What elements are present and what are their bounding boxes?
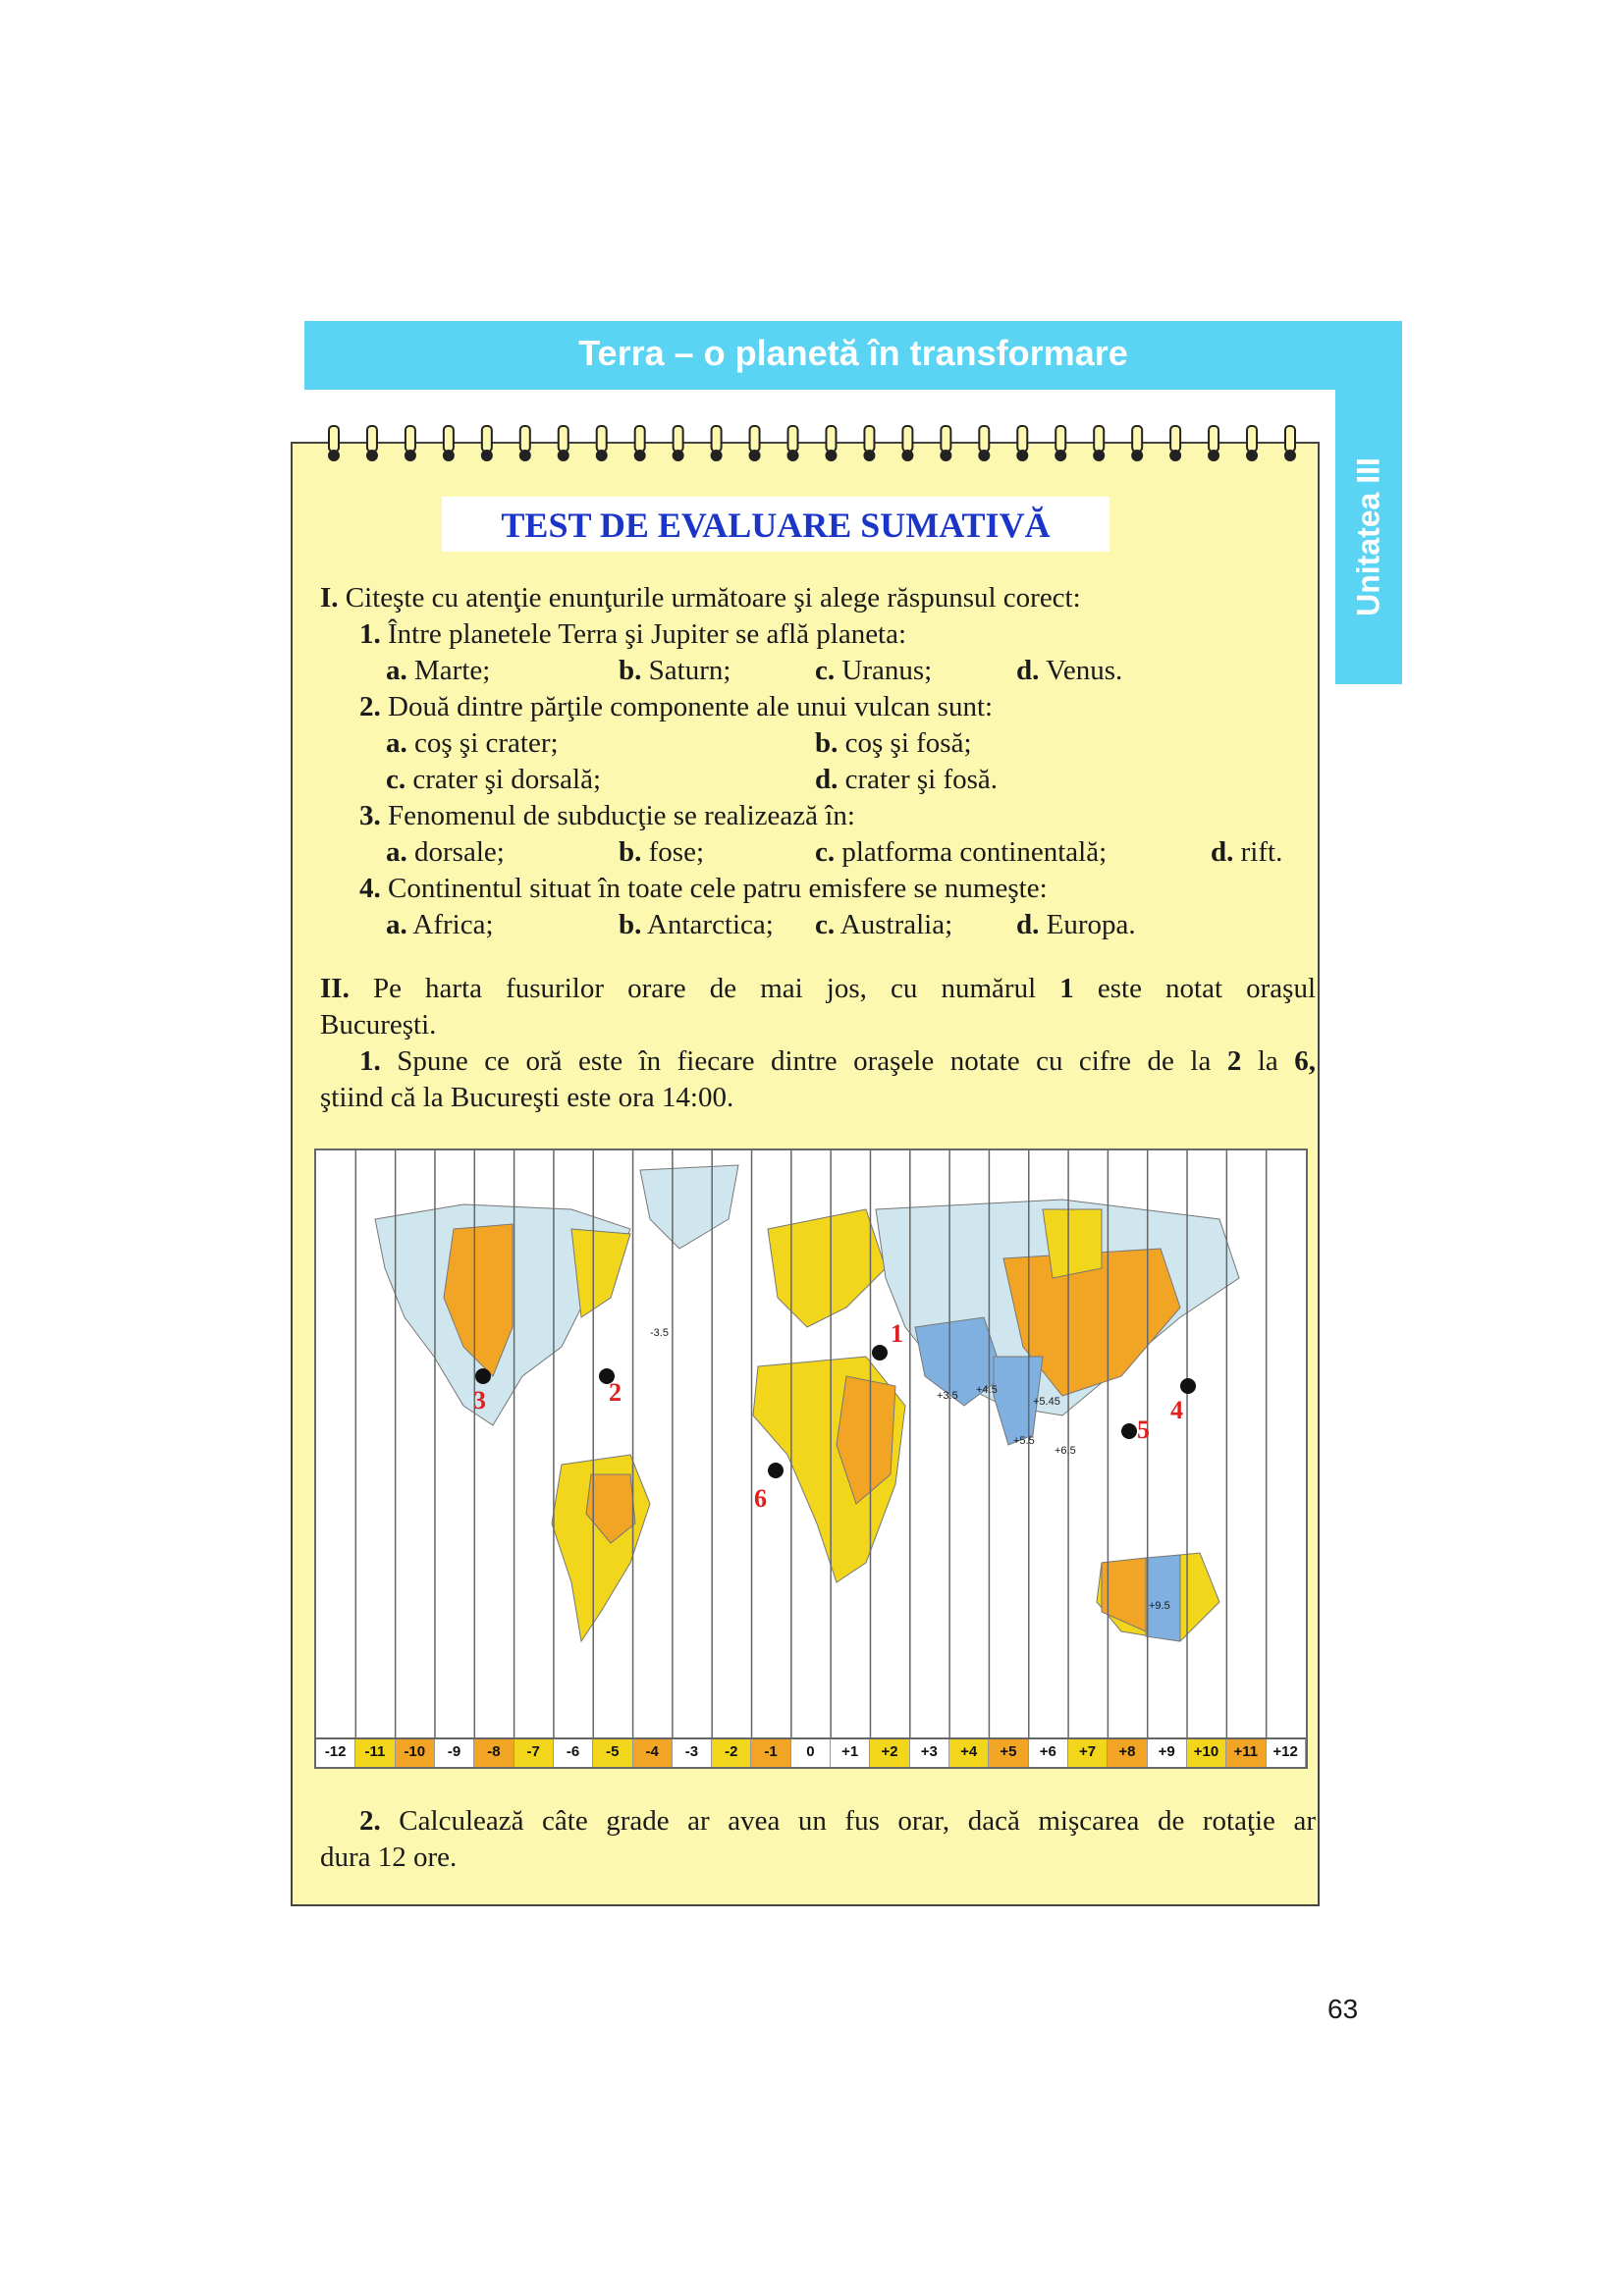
option-letter: b. bbox=[815, 727, 839, 759]
spiral-hole bbox=[674, 451, 683, 460]
question-text: ştiind că la Bucureşti este ora 14:00. bbox=[320, 1082, 734, 1113]
offset-label: +6.5 bbox=[1055, 1445, 1076, 1457]
spiral-hole bbox=[979, 451, 989, 460]
timezone-label: +4 bbox=[949, 1739, 989, 1767]
timezone-label: +10 bbox=[1187, 1739, 1226, 1767]
question-text: Între planetele Terra şi Jupiter se află planeta: bbox=[388, 618, 907, 650]
question-text: Fenomenul de subducţie se realizează în: bbox=[388, 800, 855, 831]
section1-intro-line bbox=[320, 581, 1081, 614]
city-marker-5 bbox=[1121, 1423, 1137, 1439]
option-letter: a. bbox=[386, 655, 407, 686]
spiral-ring bbox=[864, 426, 874, 452]
spiral-binding-icon bbox=[324, 424, 1300, 463]
spiral-ring bbox=[406, 426, 415, 452]
question-text: Continentul situat în toate cele patru emisfere se numeşte: bbox=[388, 873, 1048, 904]
question-text: la bbox=[1257, 1045, 1278, 1077]
question-text: Calculează câte grade ar avea un fus orar, dacă mişcarea de rotaţie ar bbox=[399, 1805, 1316, 1837]
option-row bbox=[815, 763, 998, 796]
question-number: 4. bbox=[359, 873, 381, 904]
section2-q2-line2 bbox=[320, 1841, 457, 1874]
spiral-ring bbox=[367, 426, 377, 452]
page-number: 63 bbox=[1327, 1994, 1359, 2024]
offset-label: +5.5 bbox=[1013, 1435, 1035, 1447]
option-text: Saturn; bbox=[648, 655, 731, 686]
spiral-hole bbox=[941, 451, 950, 460]
option-letter: c. bbox=[815, 836, 836, 868]
option-row bbox=[386, 908, 494, 941]
spiral-hole bbox=[1285, 451, 1295, 460]
spiral-hole bbox=[750, 451, 760, 460]
spiral-hole bbox=[329, 451, 339, 460]
option-letter: c. bbox=[386, 764, 406, 795]
spiral-hole bbox=[367, 451, 377, 460]
city-marker-bucuresti bbox=[872, 1345, 888, 1361]
timezone-label: -12 bbox=[316, 1739, 355, 1767]
asia-north-yellow bbox=[1043, 1209, 1102, 1278]
spiral-hole bbox=[712, 451, 722, 460]
spiral-ring bbox=[750, 426, 760, 452]
option-letter: a. bbox=[386, 836, 407, 868]
spiral-ring bbox=[902, 426, 912, 452]
test-title-box bbox=[442, 497, 1109, 552]
spiral-hole bbox=[1094, 451, 1104, 460]
offset-label: +5.45 bbox=[1033, 1396, 1060, 1408]
spiral-hole bbox=[559, 451, 568, 460]
question-line bbox=[359, 617, 906, 651]
option-text: rift. bbox=[1240, 836, 1283, 868]
timezone-label: +2 bbox=[870, 1739, 909, 1767]
option-letter: b. bbox=[619, 836, 642, 868]
section1-intro: Citeşte cu atenţie enunţurile următoare şi alege răspunsul corect: bbox=[345, 582, 1081, 614]
spiral-ring bbox=[941, 426, 950, 452]
section2-intro-part: este notat oraşul bbox=[1097, 973, 1317, 1004]
option-text: crater şi fosă. bbox=[844, 764, 999, 795]
timezone-scale bbox=[316, 1737, 1306, 1767]
spiral-ring bbox=[329, 426, 339, 452]
section2-q2-line bbox=[359, 1804, 1316, 1838]
spiral-ring bbox=[674, 426, 683, 452]
spiral-hole bbox=[635, 451, 645, 460]
section2-intro-line bbox=[320, 972, 1316, 1005]
timezone-label: +1 bbox=[831, 1739, 870, 1767]
question-number: 2. bbox=[359, 691, 381, 722]
spiral-hole bbox=[1017, 451, 1027, 460]
timezone-label: +7 bbox=[1068, 1739, 1108, 1767]
spiral-hole bbox=[1209, 451, 1218, 460]
spiral-ring bbox=[1170, 426, 1180, 452]
spiral-hole bbox=[444, 451, 454, 460]
city-label-4: 4 bbox=[1170, 1396, 1183, 1424]
option-text: Venus. bbox=[1046, 655, 1123, 686]
city-label-1: 1 bbox=[891, 1319, 903, 1348]
unit-label: Unitatea III bbox=[1350, 457, 1386, 616]
unit-side-tab bbox=[1335, 390, 1402, 684]
option-row bbox=[1211, 835, 1282, 869]
option-text: Antarctica; bbox=[647, 909, 774, 940]
option-text: dorsale; bbox=[414, 836, 505, 868]
section2-num: II. bbox=[320, 973, 350, 1004]
timezone-label: -8 bbox=[474, 1739, 514, 1767]
spiral-hole bbox=[1247, 451, 1257, 460]
spiral-hole bbox=[520, 451, 530, 460]
spiral-ring bbox=[444, 426, 454, 452]
timezone-label: -5 bbox=[593, 1739, 632, 1767]
option-row bbox=[1016, 654, 1122, 687]
spiral-ring bbox=[482, 426, 492, 452]
option-row bbox=[386, 763, 601, 796]
spiral-hole bbox=[902, 451, 912, 460]
option-letter: d. bbox=[1211, 836, 1234, 868]
timezone-map bbox=[314, 1148, 1308, 1769]
test-title: TEST DE EVALUARE SUMATIVĂ bbox=[501, 506, 1051, 545]
city-label-3: 3 bbox=[473, 1386, 486, 1415]
question-text: Spune ce oră este în fiecare dintre oraşele notate cu cifre de la bbox=[397, 1045, 1212, 1077]
timezone-label: -1 bbox=[751, 1739, 790, 1767]
spiral-ring bbox=[597, 426, 607, 452]
spiral-ring bbox=[635, 426, 645, 452]
spiral-ring bbox=[1285, 426, 1295, 452]
spiral-hole bbox=[597, 451, 607, 460]
option-row bbox=[386, 835, 505, 869]
question-number: 1. bbox=[359, 618, 381, 650]
city-marker-3 bbox=[475, 1368, 491, 1384]
timezone-label: +12 bbox=[1267, 1739, 1306, 1767]
spiral-ring bbox=[1132, 426, 1142, 452]
offset-label: +4.5 bbox=[976, 1384, 998, 1396]
option-letter: a. bbox=[386, 727, 407, 759]
question-line bbox=[359, 872, 1048, 905]
spiral-hole bbox=[482, 451, 492, 460]
section2-q1-line bbox=[359, 1044, 1316, 1078]
question-text: dura 12 ore. bbox=[320, 1842, 458, 1873]
timezone-label: -2 bbox=[712, 1739, 751, 1767]
option-text: crater şi dorsală; bbox=[412, 764, 602, 795]
spiral-hole bbox=[1132, 451, 1142, 460]
option-text: platforma continentală; bbox=[841, 836, 1108, 868]
spiral-ring bbox=[979, 426, 989, 452]
city-label-2: 2 bbox=[609, 1378, 622, 1407]
header-bar bbox=[304, 321, 1402, 390]
option-letter: c. bbox=[815, 909, 836, 940]
offset-label: +9.5 bbox=[1149, 1600, 1170, 1612]
option-text: Europa. bbox=[1046, 909, 1136, 940]
spiral-ring bbox=[559, 426, 568, 452]
spiral-hole bbox=[864, 451, 874, 460]
question-line bbox=[359, 799, 855, 832]
spiral-ring bbox=[1017, 426, 1027, 452]
section2-city-number: 1 bbox=[1059, 973, 1074, 1004]
timezone-label: +5 bbox=[989, 1739, 1028, 1767]
option-row bbox=[386, 726, 559, 760]
question-number: 2. bbox=[359, 1805, 381, 1837]
timezone-label: -6 bbox=[554, 1739, 593, 1767]
option-letter: c. bbox=[815, 655, 836, 686]
spiral-hole bbox=[406, 451, 415, 460]
section2-q1-line2 bbox=[320, 1081, 733, 1114]
page-header-title: Terra – o planetă în transformare bbox=[578, 333, 1128, 373]
option-row bbox=[1016, 908, 1136, 941]
offset-label: +3.5 bbox=[937, 1390, 958, 1402]
timezone-label: -7 bbox=[514, 1739, 554, 1767]
spiral-ring bbox=[1055, 426, 1065, 452]
australia-blue bbox=[1146, 1555, 1180, 1641]
timezone-label: +3 bbox=[910, 1739, 949, 1767]
option-text: fose; bbox=[648, 836, 705, 868]
spiral-ring bbox=[1209, 426, 1218, 452]
timezone-label: +6 bbox=[1029, 1739, 1068, 1767]
timezone-label: +11 bbox=[1226, 1739, 1266, 1767]
option-row bbox=[619, 908, 774, 941]
option-row bbox=[619, 654, 730, 687]
option-row bbox=[386, 654, 490, 687]
spiral-hole bbox=[788, 451, 798, 460]
option-row bbox=[815, 908, 952, 941]
spiral-ring bbox=[1094, 426, 1104, 452]
option-letter: d. bbox=[1016, 655, 1040, 686]
option-text: Uranus; bbox=[841, 655, 933, 686]
spiral-hole bbox=[826, 451, 836, 460]
offset-label: -3.5 bbox=[650, 1327, 669, 1339]
question-number: 1. bbox=[359, 1045, 381, 1077]
spiral-ring bbox=[712, 426, 722, 452]
section1-num: I. bbox=[320, 582, 339, 614]
timezone-label: -4 bbox=[633, 1739, 673, 1767]
option-text: coş şi fosă; bbox=[844, 727, 972, 759]
timezone-label: -9 bbox=[435, 1739, 474, 1767]
city-marker-4 bbox=[1180, 1378, 1196, 1394]
spiral-ring bbox=[826, 426, 836, 452]
option-letter: b. bbox=[619, 909, 642, 940]
option-text: coş şi crater; bbox=[414, 727, 559, 759]
timezone-label: +8 bbox=[1108, 1739, 1147, 1767]
city-label-5: 5 bbox=[1137, 1415, 1150, 1444]
question-bold-number: 2 bbox=[1226, 1045, 1242, 1077]
option-letter: b. bbox=[619, 655, 642, 686]
option-row bbox=[815, 835, 1107, 869]
option-row bbox=[619, 835, 704, 869]
section2-intro-part: Bucureşti. bbox=[320, 1009, 437, 1041]
option-letter: d. bbox=[815, 764, 839, 795]
question-bold-number: 6, bbox=[1294, 1045, 1317, 1077]
option-text: Africa; bbox=[412, 909, 494, 940]
city-marker-6 bbox=[768, 1463, 784, 1478]
spiral-hole bbox=[1055, 451, 1065, 460]
world-map-graphic bbox=[316, 1150, 1306, 1739]
timezone-label: 0 bbox=[791, 1739, 831, 1767]
option-text: Marte; bbox=[414, 655, 491, 686]
question-number: 3. bbox=[359, 800, 381, 831]
option-letter: d. bbox=[1016, 909, 1040, 940]
spiral-ring bbox=[788, 426, 798, 452]
section2-intro-part: Pe harta fusurilor orare de mai jos, cu numărul bbox=[372, 973, 1037, 1004]
option-letter: a. bbox=[386, 909, 407, 940]
question-text: Două dintre părţile componente ale unui vulcan sunt: bbox=[388, 691, 994, 722]
option-row bbox=[815, 726, 972, 760]
option-row bbox=[815, 654, 932, 687]
city-label-6: 6 bbox=[754, 1484, 767, 1513]
spiral-ring bbox=[1247, 426, 1257, 452]
spiral-hole bbox=[1170, 451, 1180, 460]
spiral-ring bbox=[520, 426, 530, 452]
timezone-label: -10 bbox=[396, 1739, 435, 1767]
timezone-label: +9 bbox=[1148, 1739, 1187, 1767]
timezone-label: -11 bbox=[355, 1739, 395, 1767]
section2-intro-line2 bbox=[320, 1008, 436, 1041]
timezone-label: -3 bbox=[673, 1739, 712, 1767]
option-text: Australia; bbox=[839, 909, 953, 940]
question-line bbox=[359, 690, 993, 723]
